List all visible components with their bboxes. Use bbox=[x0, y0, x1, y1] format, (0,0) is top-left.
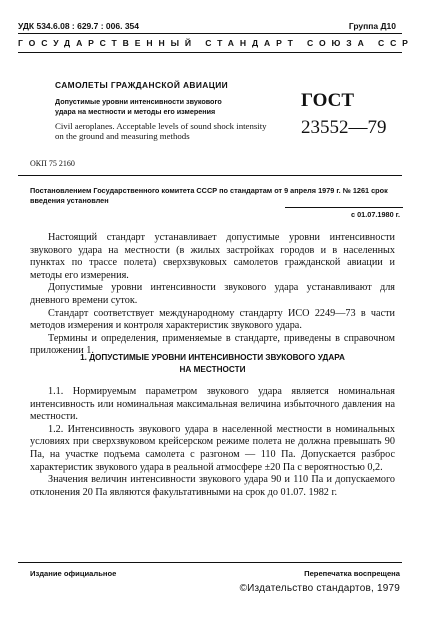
intro-paragraph: Допустимые уровни интенсивности звукового удара устанавливают для дневного времени суток. bbox=[30, 282, 395, 306]
standard-title: САМОЛЕТЫ ГРАЖДАНСКОЙ АВИАЦИИ bbox=[55, 80, 229, 90]
section-heading-line2: НА МЕСТНОСТИ bbox=[179, 365, 246, 374]
standard-subtitle-ru: Допустимые уровни интенсивности звукового удара на местности и методы его измерения bbox=[55, 97, 222, 116]
official-edition-label: Издание официальное bbox=[30, 569, 117, 578]
state-standard-heading: ГОСУДАРСТВЕННЫЙ СТАНДАРТ СОЮЗА ССР bbox=[18, 38, 414, 48]
okp-rule bbox=[18, 175, 402, 176]
intro-paragraph: Термины и определения, применяемые в стандарте, приведены в справочном приложении 1. bbox=[30, 332, 395, 357]
section-heading-line1: 1. ДОПУСТИМЫЕ УРОВНИ ИНТЕНСИВНОСТИ ЗВУКОВОГО УДАРА bbox=[80, 353, 345, 362]
section-paragraph: 1.2. Интенсивность звукового удара в населенной местности в номинальных условиях при сверхзвуковом крейсерском режиме полета не должна превышать 90 Па, на участке подъема самолета с разгоном — 110 Па. Допускается разброс характеристик звукового удара в реальной атмосфере ±20 Па с вероятностью 0,2. bbox=[30, 423, 395, 473]
header-rule bbox=[18, 52, 402, 53]
copyright-notice: ©Издательство стандартов, 1979 bbox=[239, 583, 400, 594]
standard-subtitle-en: Civil aeroplanes. Acceptable levels of sound shock intensity on the ground and measuring methods bbox=[55, 121, 267, 141]
intro-text bbox=[30, 232, 395, 358]
effective-date: с 01.07.1980 г. bbox=[351, 210, 400, 219]
okp-code: ОКП 75 2160 bbox=[30, 159, 75, 168]
intro-paragraph: Настоящий стандарт устанавливает допустимые уровни интенсивности звукового удара на местности (в жилых застройках городов и в населенных пунктах по трассе полета) сверхзвуковых самолетов гражданской авиации и методы его измерения. bbox=[30, 232, 395, 281]
date-rule bbox=[285, 207, 403, 208]
section-paragraph: Значения величин интенсивности звукового удара 90 и 110 Па и допускаемого отклонения 20 Па являются факультативными на срок до 01.07. 1982 г. bbox=[30, 474, 395, 498]
section-heading bbox=[30, 352, 395, 376]
section-paragraph: 1.1. Нормируемым параметром звукового удара является номинальная интенсивность или номинальная максимальная величина избыточного давления на местности. bbox=[30, 386, 395, 423]
section-text bbox=[30, 386, 395, 499]
intro-paragraph: Стандарт соответствует международному стандарту ИСО 2249—73 в части методов измерения и контроля характеристик звукового удара. bbox=[30, 307, 395, 332]
decree-text: Постановлением Государственного комитета СССР по стандартам от 9 апреля 1979 г. № 1261 срок введения установлен bbox=[30, 186, 388, 205]
top-rule bbox=[18, 33, 402, 34]
gost-number: 23552—79 bbox=[301, 117, 387, 138]
group-code: Группа Д10 bbox=[348, 21, 396, 31]
reprint-forbidden-label: Перепечатка воспрещена bbox=[304, 569, 400, 578]
udk-code: УДК 534.6.08 : 629.7 : 006. 354 bbox=[18, 21, 140, 31]
gost-label: ГОСТ bbox=[301, 90, 355, 111]
footer-rule bbox=[18, 562, 402, 563]
